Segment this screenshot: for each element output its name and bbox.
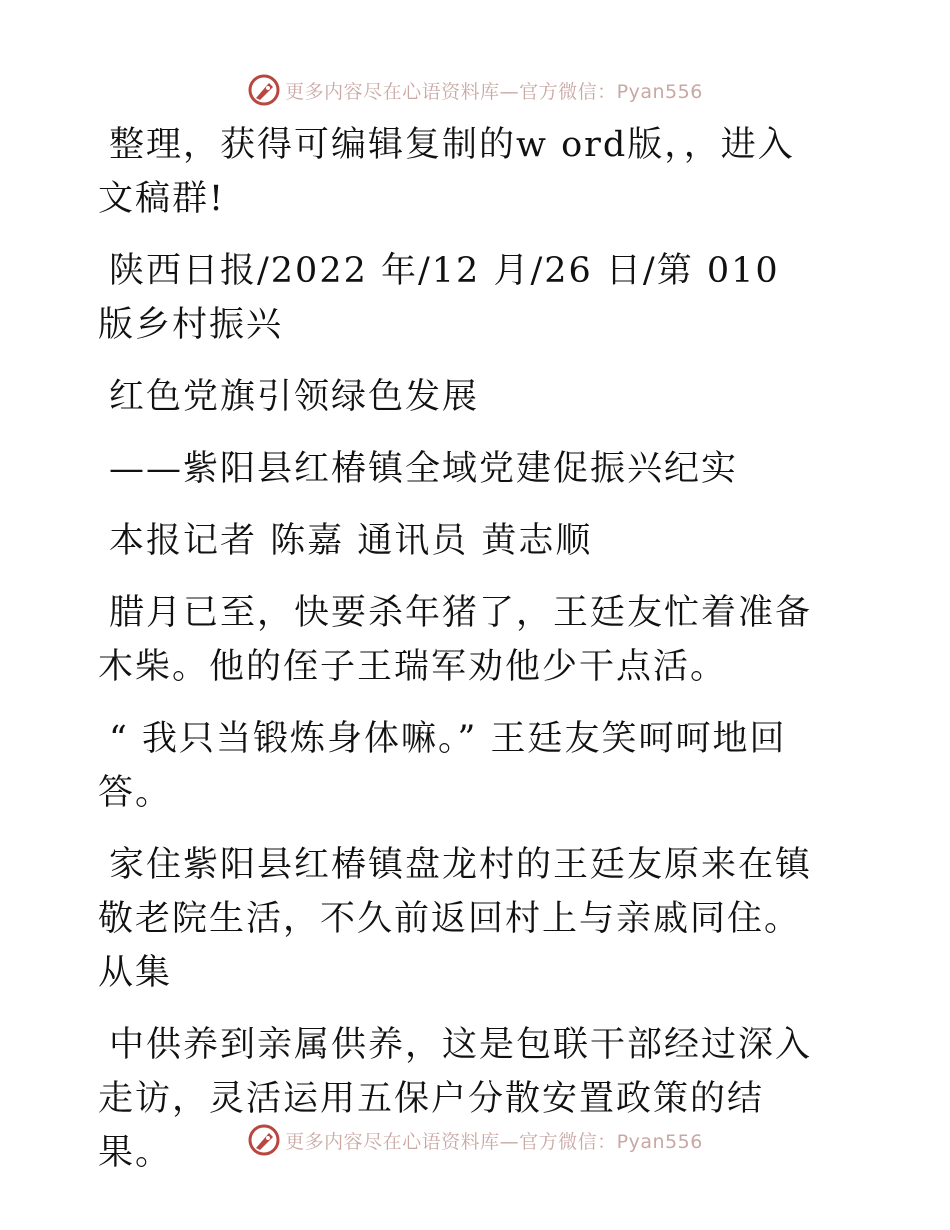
document-body <box>98 118 828 1198</box>
pen-nib-logo-icon <box>247 1123 281 1157</box>
body-paragraph: 家住紫阳县红椿镇盘龙村的王廷友原来在镇敬老院生活，不久前返回村上与亲戚同住。从集 <box>98 845 813 993</box>
watermark-text: 更多内容尽在心语资料库—官方微信：Pyan556 <box>285 80 703 103</box>
article-subtitle: ——紫阳县红椿镇全域党建促振兴纪实 <box>109 449 739 489</box>
pen-nib-logo-icon <box>247 73 281 107</box>
article-title: 红色党旗引领绿色发展 <box>109 377 480 417</box>
footer-watermark <box>0 1120 950 1160</box>
intro-note: 整理，获得可编辑复制的w ord版，，进入文稿群! <box>98 125 795 219</box>
newspaper-source-line: 陕西日报/2022 年/12 月/26 日/第 010 版乡村振兴 <box>98 251 780 345</box>
body-paragraph: “ 我只当锻炼身体嘛。” 王廷友笑呵呵地回答。 <box>98 719 787 813</box>
watermark-text: 更多内容尽在心语资料库—官方微信：Pyan556 <box>285 1130 703 1153</box>
header-watermark <box>0 70 950 110</box>
body-paragraph: 腊月已至，快要杀年猪了，王廷友忙着准备木柴。他的侄子王瑞军劝他少干点活。 <box>98 593 813 687</box>
byline: 本报记者 陈嘉 通讯员 黄志顺 <box>109 521 593 561</box>
body-paragraph: 中供养到亲属供养，这是包联干部经过深入走访，灵活运用五保户分散安置政策的结果。 <box>98 1025 813 1173</box>
